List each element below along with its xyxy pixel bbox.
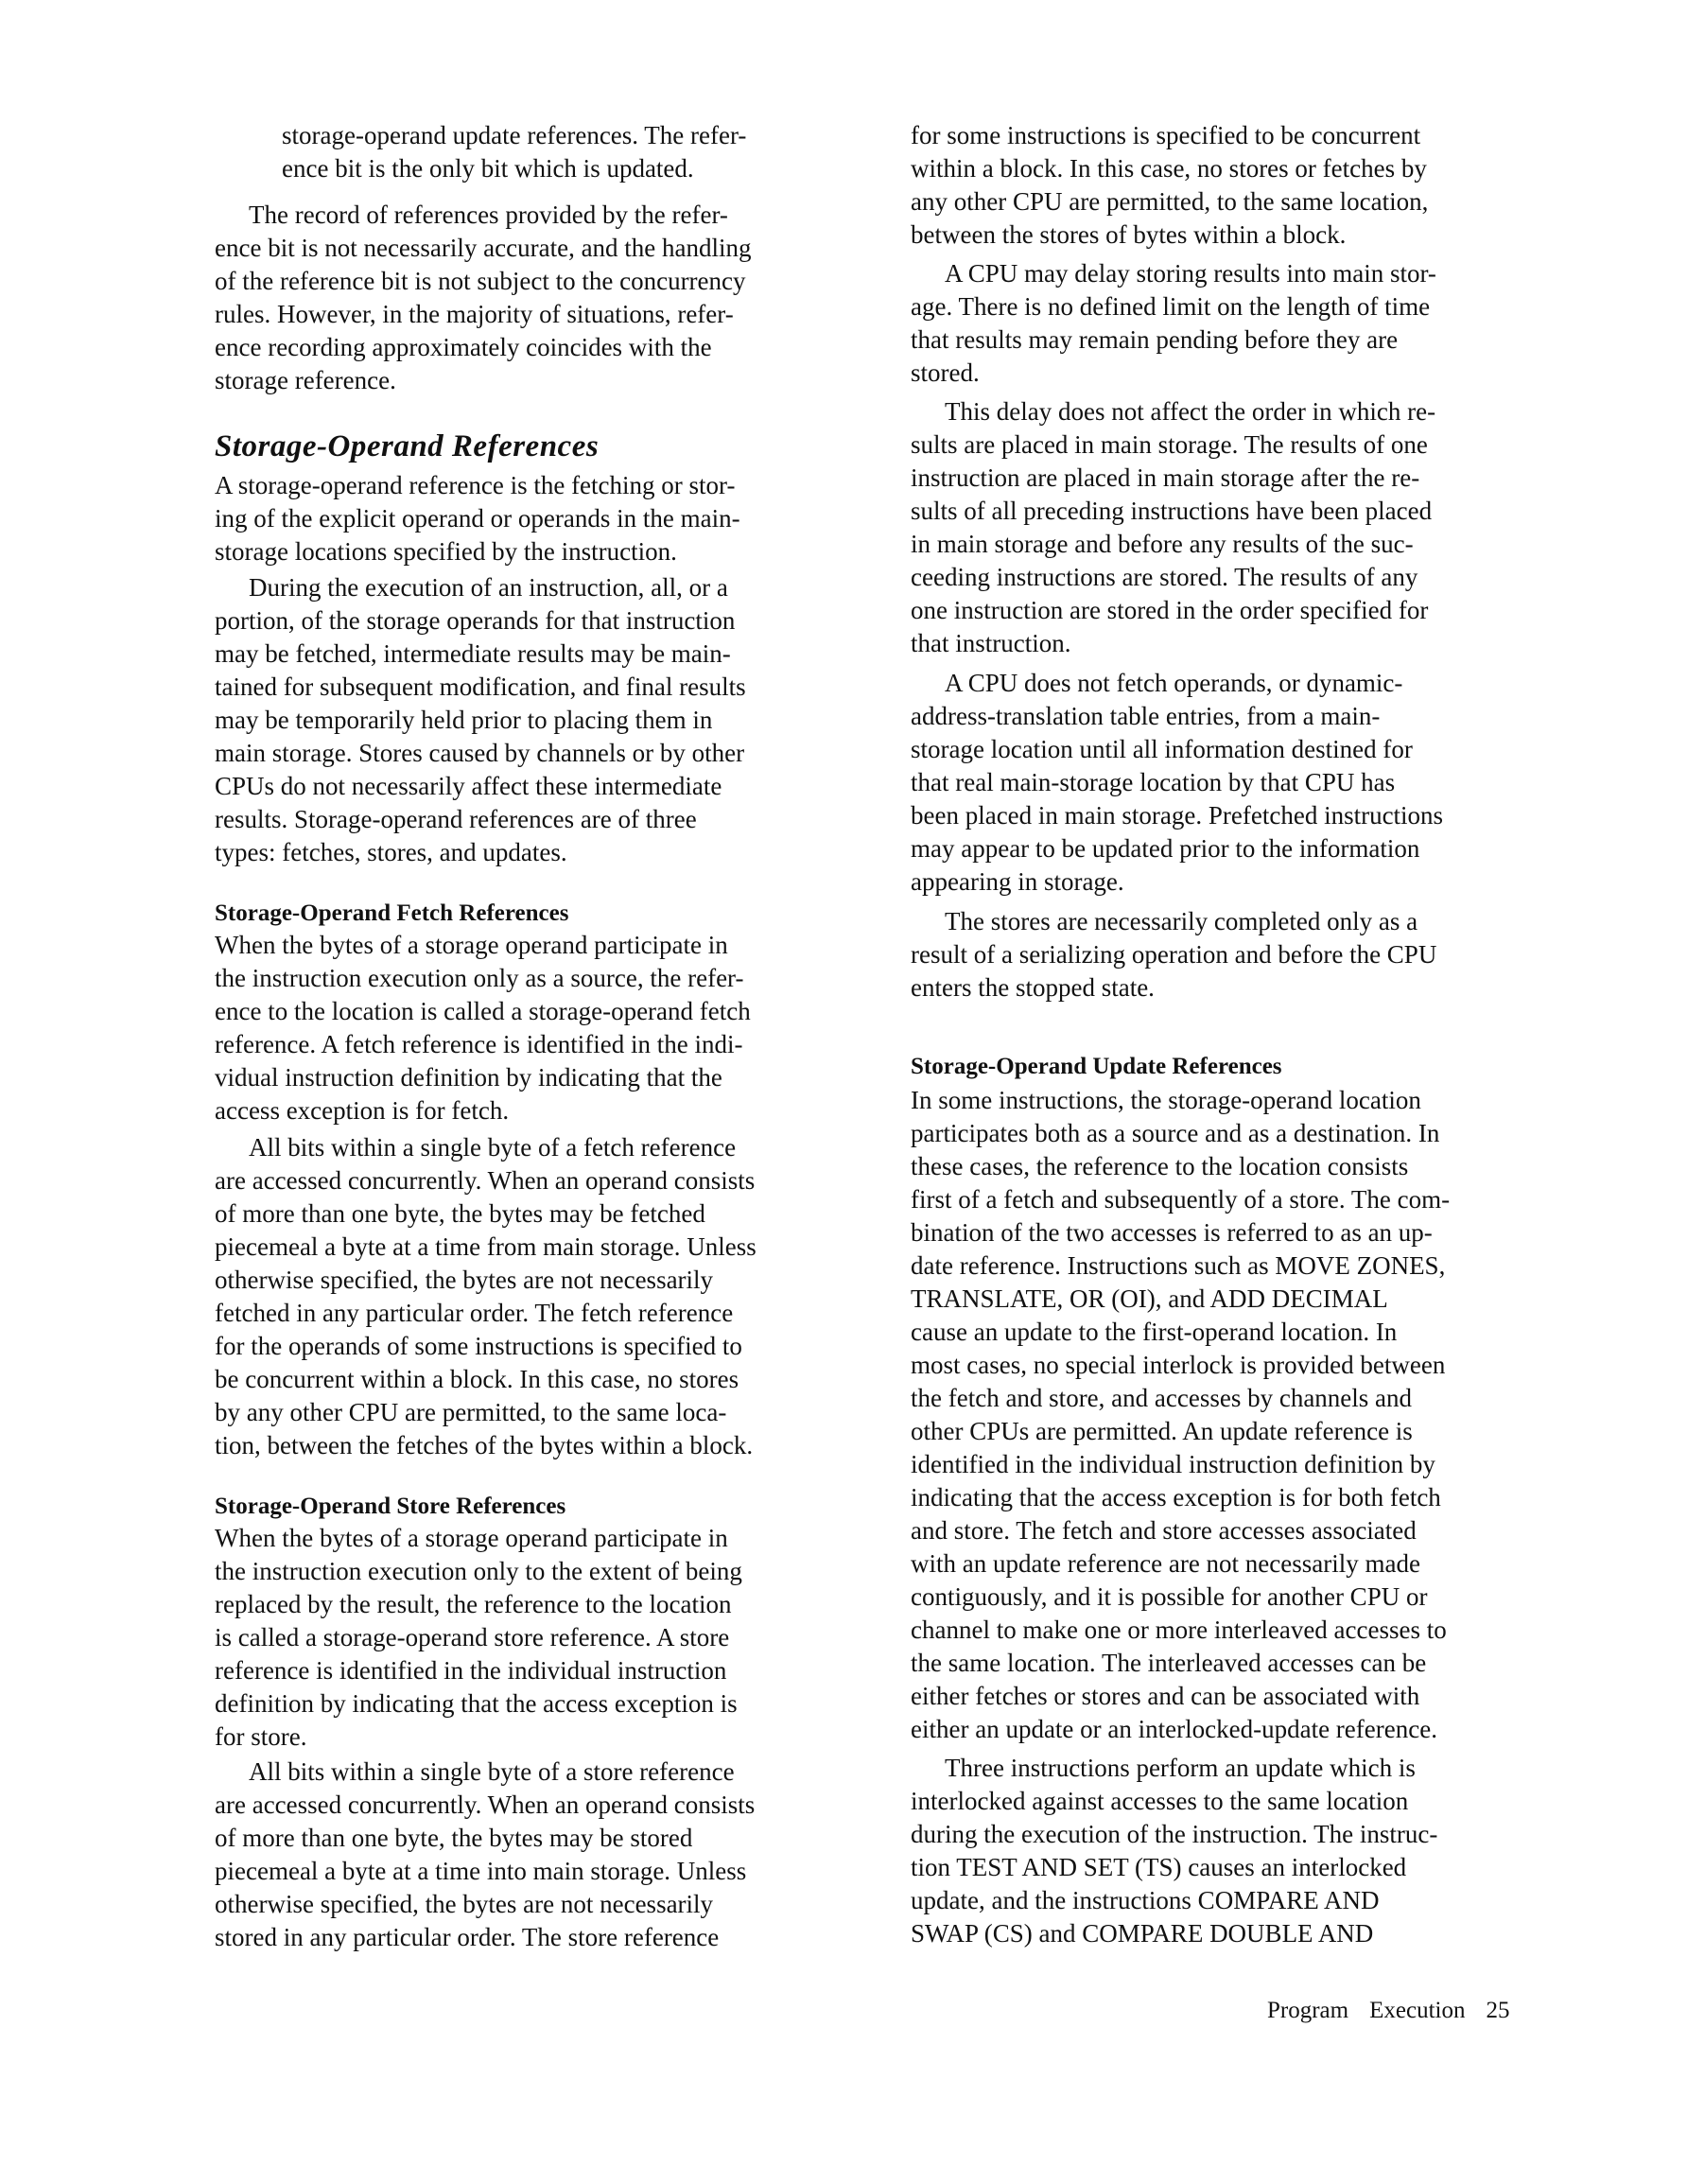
text-line: one instruction are stored in the order specified for: [911, 596, 1429, 624]
text-line: is called a storage-operand store reference. A store: [215, 1623, 730, 1651]
text-line: either fetches or stores and can be associated with: [911, 1682, 1420, 1710]
text-line: first of a fetch and subsequently of a store. The com-: [911, 1185, 1451, 1214]
text-line: channel to make one or more interleaved accesses to: [911, 1616, 1447, 1644]
text-line: otherwise specified, the bytes are not necessarily: [215, 1266, 714, 1294]
text-line: storage reference.: [215, 366, 396, 394]
paragraph-interlocked-update: [911, 1752, 1563, 1950]
text-line: by any other CPU are permitted, to the same loca-: [215, 1398, 727, 1426]
text-line: the fetch and store, and accesses by channels and: [911, 1384, 1413, 1412]
text-line: any other CPU are permitted, to the same location,: [911, 187, 1429, 216]
text-line: tion, between the fetches of the bytes within a block.: [215, 1431, 754, 1459]
text-line: otherwise specified, the bytes are not necessarily: [215, 1890, 714, 1918]
text-line: When the bytes of a storage operand participate in: [215, 1524, 728, 1552]
text-line: CPUs do not necessarily affect these intermediate: [215, 772, 722, 800]
text-line: portion, of the storage operands for that instruction: [215, 606, 736, 635]
text-line: piecemeal a byte at a time into main storage. Unless: [215, 1857, 747, 1885]
text-line: result of a serializing operation and before the CPU: [911, 940, 1437, 969]
text-line: that real main-storage location by that CPU has: [911, 768, 1396, 796]
page-footer: [1267, 1998, 1509, 2024]
text-line: main storage. Stores caused by channels or by other: [215, 739, 745, 767]
text-line: bination of the two accesses is referred to as an up-: [911, 1218, 1433, 1247]
text-line: ence to the location is called a storage-operand fetch: [215, 997, 751, 1025]
text-line: results. Storage-operand references are of three: [215, 805, 697, 833]
text-line: This delay does not affect the order in which re-: [945, 397, 1436, 426]
text-line: instruction are placed in main storage after the re-: [911, 463, 1420, 492]
text-line: Three instructions perform an update which is: [945, 1754, 1416, 1782]
text-line: be concurrent within a block. In this case, no stores: [215, 1365, 739, 1393]
paragraph-store-concurrency: [215, 1756, 867, 1954]
subheading-fetch-references: Storage-Operand Fetch References: [215, 900, 569, 926]
text-line: for some instructions is specified to be concurrent: [911, 121, 1421, 149]
text-line: age. There is no defined limit on the length of time: [911, 292, 1431, 321]
paragraph-continuation: [215, 119, 934, 185]
text-line: During the execution of an instruction, all, or a: [249, 573, 728, 602]
text-line: fetched in any particular order. The fetch reference: [215, 1299, 734, 1327]
text-line: of the reference bit is not subject to the concurrency: [215, 267, 746, 295]
paragraph-definition: [215, 469, 867, 568]
text-line: cause an update to the first-operand location. In: [911, 1318, 1398, 1346]
text-line: between the stores of bytes within a block.: [911, 220, 1347, 249]
paragraph-continuation-right: [911, 119, 1563, 252]
text-line: sults of all preceding instructions have been placed: [911, 497, 1433, 525]
paragraph-fetch-concurrency: [215, 1131, 867, 1462]
text-line: are accessed concurrently. When an operand consists: [215, 1791, 756, 1819]
page-number: 25: [1486, 1998, 1510, 2023]
text-line: contiguously, and it is possible for another CPU or: [911, 1582, 1428, 1611]
text-line: enters the stopped state.: [911, 973, 1155, 1002]
text-line: appearing in storage.: [911, 867, 1124, 896]
text-line: other CPUs are permitted. An update reference is: [911, 1417, 1413, 1445]
text-line: for store.: [215, 1722, 307, 1751]
text-line: participates both as a source and as a destination. In: [911, 1119, 1440, 1147]
text-line: ence recording approximately coincides with the: [215, 333, 712, 361]
text-line: of more than one byte, the bytes may be fetched: [215, 1199, 705, 1228]
text-line: of more than one byte, the bytes may be stored: [215, 1824, 693, 1852]
text-line: the instruction execution only to the extent of being: [215, 1557, 742, 1585]
text-line: All bits within a single byte of a fetch reference: [249, 1133, 737, 1162]
text-line: stored.: [911, 358, 980, 387]
paragraph-cpu-delay: [911, 257, 1563, 390]
text-line: piecemeal a byte at a time from main storage. Unless: [215, 1232, 757, 1261]
subheading-store-references: Storage-Operand Store References: [215, 1494, 566, 1519]
text-line: date reference. Instructions such as MOVE ZONES,: [911, 1251, 1446, 1280]
text-line: in main storage and before any results of the suc-: [911, 530, 1414, 558]
text-line: storage-operand update references. The refer-: [282, 121, 747, 149]
text-line: identified in the individual instruction definition by: [911, 1450, 1435, 1478]
text-line: When the bytes of a storage operand participate in: [215, 931, 728, 959]
text-line: for the operands of some instructions is specified to: [215, 1332, 742, 1360]
text-line: ence bit is the only bit which is updated.: [282, 154, 694, 183]
text-line: indicating that the access exception is for both fetch: [911, 1483, 1441, 1511]
text-line: ence bit is not necessarily accurate, and the handling: [215, 234, 752, 262]
text-line: types: fetches, stores, and updates.: [215, 838, 567, 866]
footer-section: Program: [1267, 1998, 1349, 2023]
text-line: tion TEST AND SET (TS) causes an interlocked: [911, 1853, 1407, 1881]
text-line: TRANSLATE, OR (OI), and ADD DECIMAL: [911, 1284, 1388, 1313]
text-line: and store. The fetch and store accesses associated: [911, 1516, 1417, 1545]
text-line: may be fetched, intermediate results may be main-: [215, 639, 731, 668]
text-line: been placed in main storage. Prefetched instructions: [911, 801, 1444, 830]
text-line: interlocked against accesses to the same location: [911, 1787, 1409, 1815]
text-line: ing of the explicit operand or operands in the main-: [215, 504, 740, 533]
text-line: most cases, no special interlock is provided between: [911, 1351, 1446, 1379]
text-line: that results may remain pending before they are: [911, 325, 1399, 354]
text-line: update, and the instructions COMPARE AND: [911, 1886, 1380, 1914]
text-line: these cases, the reference to the location consists: [911, 1152, 1409, 1180]
section-heading: Storage-Operand References: [215, 429, 600, 463]
text-line: access exception is for fetch.: [215, 1096, 510, 1125]
text-line: stored in any particular order. The store reference: [215, 1923, 720, 1951]
paragraph-update-definition: [911, 1084, 1563, 1746]
text-line: definition by indicating that the access exception is: [215, 1689, 738, 1718]
paragraph-cpu-fetch: [911, 667, 1563, 899]
text-line: A CPU may delay storing results into main stor-: [945, 259, 1436, 288]
text-line: replaced by the result, the reference to the location: [215, 1590, 732, 1618]
paragraph-store-definition: [215, 1522, 867, 1754]
text-line: In some instructions, the storage-operand location: [911, 1086, 1421, 1114]
text-line: address-translation table entries, from a main-: [911, 702, 1381, 730]
text-line: ceeding instructions are stored. The results of any: [911, 563, 1418, 591]
text-line: that instruction.: [911, 629, 1071, 657]
text-line: The stores are necessarily completed only as a: [945, 907, 1418, 935]
text-line: are accessed concurrently. When an operand consists: [215, 1166, 756, 1195]
text-line: with an update reference are not necessarily made: [911, 1549, 1420, 1578]
text-line: reference. A fetch reference is identified in the indi-: [215, 1030, 743, 1058]
text-line: storage locations specified by the instruction.: [215, 537, 677, 566]
paragraph-stores-completed: [911, 905, 1563, 1005]
text-line: storage location until all information destined for: [911, 735, 1413, 763]
text-line: rules. However, in the majority of situations, refer-: [215, 300, 734, 328]
text-line: tained for subsequent modification, and final results: [215, 673, 746, 701]
text-line: may be temporarily held prior to placing them in: [215, 706, 713, 734]
text-line: reference is identified in the individual instruction: [215, 1656, 727, 1685]
text-line: sults are placed in main storage. The results of one: [911, 430, 1428, 459]
text-line: All bits within a single byte of a store reference: [249, 1757, 735, 1786]
text-line: during the execution of the instruction. The instruc-: [911, 1820, 1438, 1848]
text-line: either an update or an interlocked-update reference.: [911, 1715, 1437, 1743]
text-line: The record of references provided by the refer-: [249, 201, 728, 229]
subheading-update-references: Storage-Operand Update References: [911, 1054, 1282, 1079]
paragraph-fetch-definition: [215, 929, 867, 1127]
paragraph-execution: [215, 571, 867, 869]
text-line: the same location. The interleaved accesses can be: [911, 1649, 1427, 1677]
text-line: SWAP (CS) and COMPARE DOUBLE AND: [911, 1919, 1374, 1948]
paragraph-delay-order: [911, 395, 1563, 660]
text-line: A CPU does not fetch operands, or dynamic-: [945, 669, 1403, 697]
footer-chapter: Execution: [1369, 1998, 1466, 2023]
text-line: the instruction execution only as a source, the refer-: [215, 964, 744, 992]
text-line: within a block. In this case, no stores or fetches by: [911, 154, 1427, 183]
text-line: A storage-operand reference is the fetching or stor-: [215, 471, 736, 499]
text-line: vidual instruction definition by indicating that the: [215, 1063, 722, 1092]
text-line: may appear to be updated prior to the information: [911, 834, 1420, 863]
paragraph-reference-record: [215, 199, 867, 397]
